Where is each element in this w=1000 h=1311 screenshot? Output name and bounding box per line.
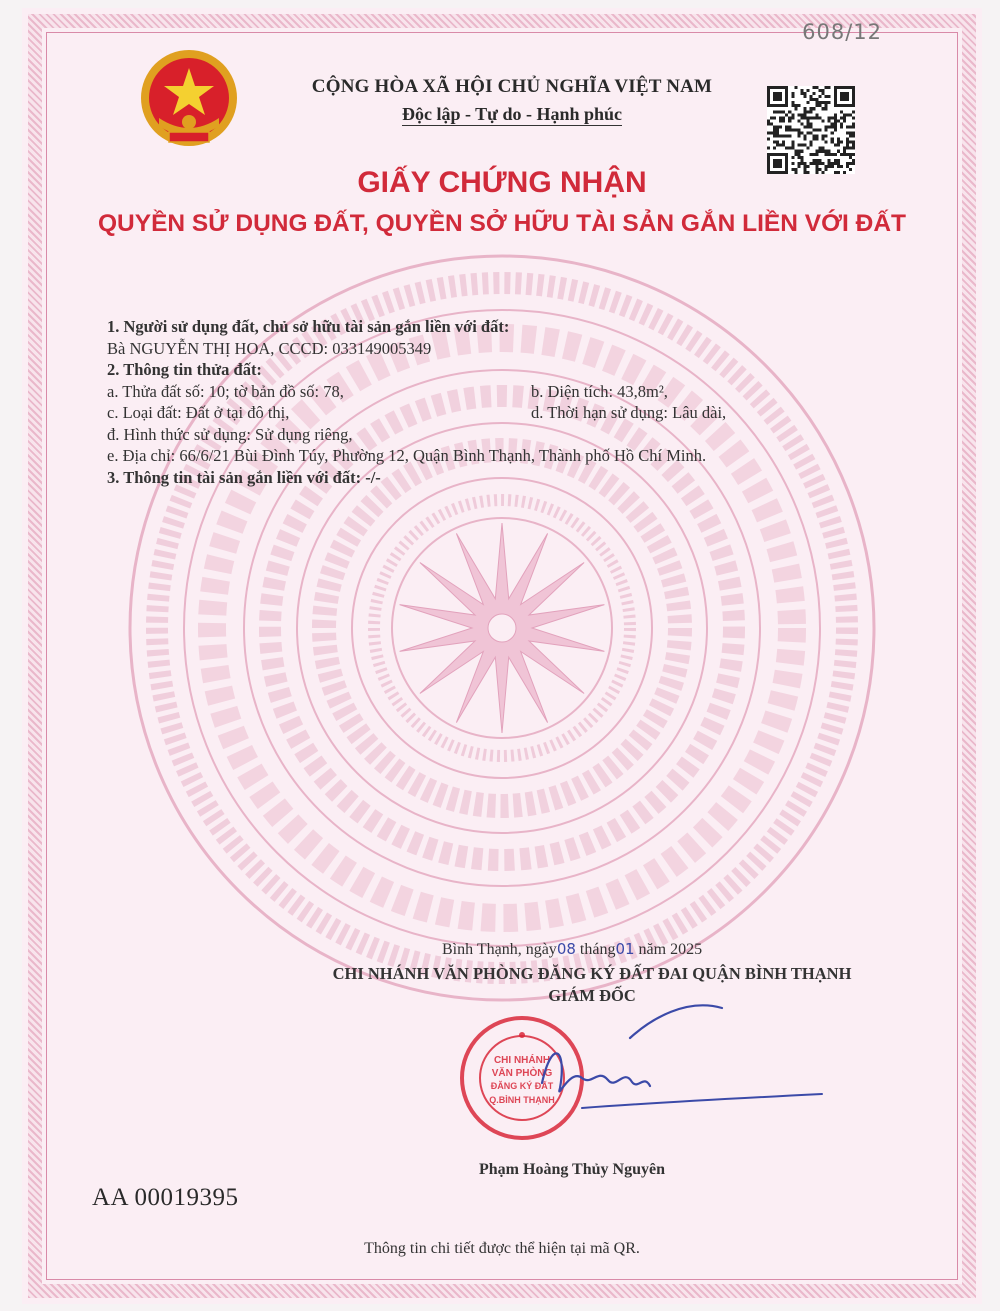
parcel-row-cd [107,402,927,424]
motto [182,104,842,125]
issuing-agency: CHI NHÁNH VĂN PHÒNG ĐĂNG KÝ ĐẤT ĐAI QUẬN BÌNH THẠNH [332,964,852,983]
qr-note: Thông tin chi tiết được thể hiện tại mã QR. [364,1240,640,1257]
usage-term: d. Thời hạn sử dụng: Lâu dài, [531,403,727,422]
svg-text:VĂN PHÒNG: VĂN PHÒNG [491,1068,553,1079]
qr-code-icon [767,86,855,174]
handwritten-number: 608/12 [802,20,882,44]
svg-text:Q.BÌNH THẠNH: Q.BÌNH THẠNH [489,1095,555,1105]
svg-text:ĐĂNG KÝ ĐẤT: ĐĂNG KÝ ĐẤT [490,1081,554,1091]
director-title: GIÁM ĐỐC [548,986,636,1005]
owner-line: Bà NGUYỄN THỊ HOA, CCCD: 033149005349 [107,338,432,358]
certificate-body [107,316,927,488]
date-place: Bình Thạnh, ngày [442,941,557,958]
parcel-address: e. Địa chỉ: 66/6/21 Bùi Đình Túy, Phường 12, Quận Bình Thạnh, Thành phố Hồ Chí Minh. [107,446,707,465]
section1-heading: 1. Người sử dụng đất, chủ sở hữu tài sản gắn liền với đất: [107,317,510,336]
date-month: 01 [615,940,635,958]
parcel-number: a. Thửa đất số: 10; tờ bản đồ số: 78, [107,381,344,401]
signature-icon [512,998,832,1128]
section2-heading: 2. Thông tin thửa đất: [107,360,262,379]
nation-name: CỘNG HÒA XÃ HỘI CHỦ NGHĨA VIỆT NAM [311,76,713,97]
serial-number: AA 00019395 [92,1184,239,1211]
date-day: 08 [556,940,576,958]
national-emblem-icon [134,46,244,156]
certificate-title: GIẤY CHỨNG NHẬN [357,166,647,199]
usage-form: đ. Hình thức sử dụng: Sử dụng riêng, [107,424,353,444]
motto-text: Độc lập - Tự do - Hạnh phúc [401,104,623,124]
date-year: năm 2025 [638,941,703,958]
issue-date [442,940,702,959]
signer-name: Phạm Hoàng Thủy Nguyên [479,1161,665,1178]
land-type: c. Loại đất: Đất ở tại đô thị, [107,403,290,422]
parcel-area: b. Diện tích: 43,8m², [531,381,668,401]
certificate-subtitle: QUYỀN SỬ DỤNG ĐẤT, QUYỀN SỞ HỮU TÀI SẢN GẮN LIỀN VỚI ĐẤT [98,210,906,237]
date-month-label: tháng [579,941,616,958]
certificate-sheet [22,8,982,1304]
parcel-row-ab [107,381,927,403]
svg-text:CHI NHÁNH: CHI NHÁNH [493,1055,551,1066]
section3-heading: 3. Thông tin tài sản gắn liền với đất: -/- [107,467,381,487]
